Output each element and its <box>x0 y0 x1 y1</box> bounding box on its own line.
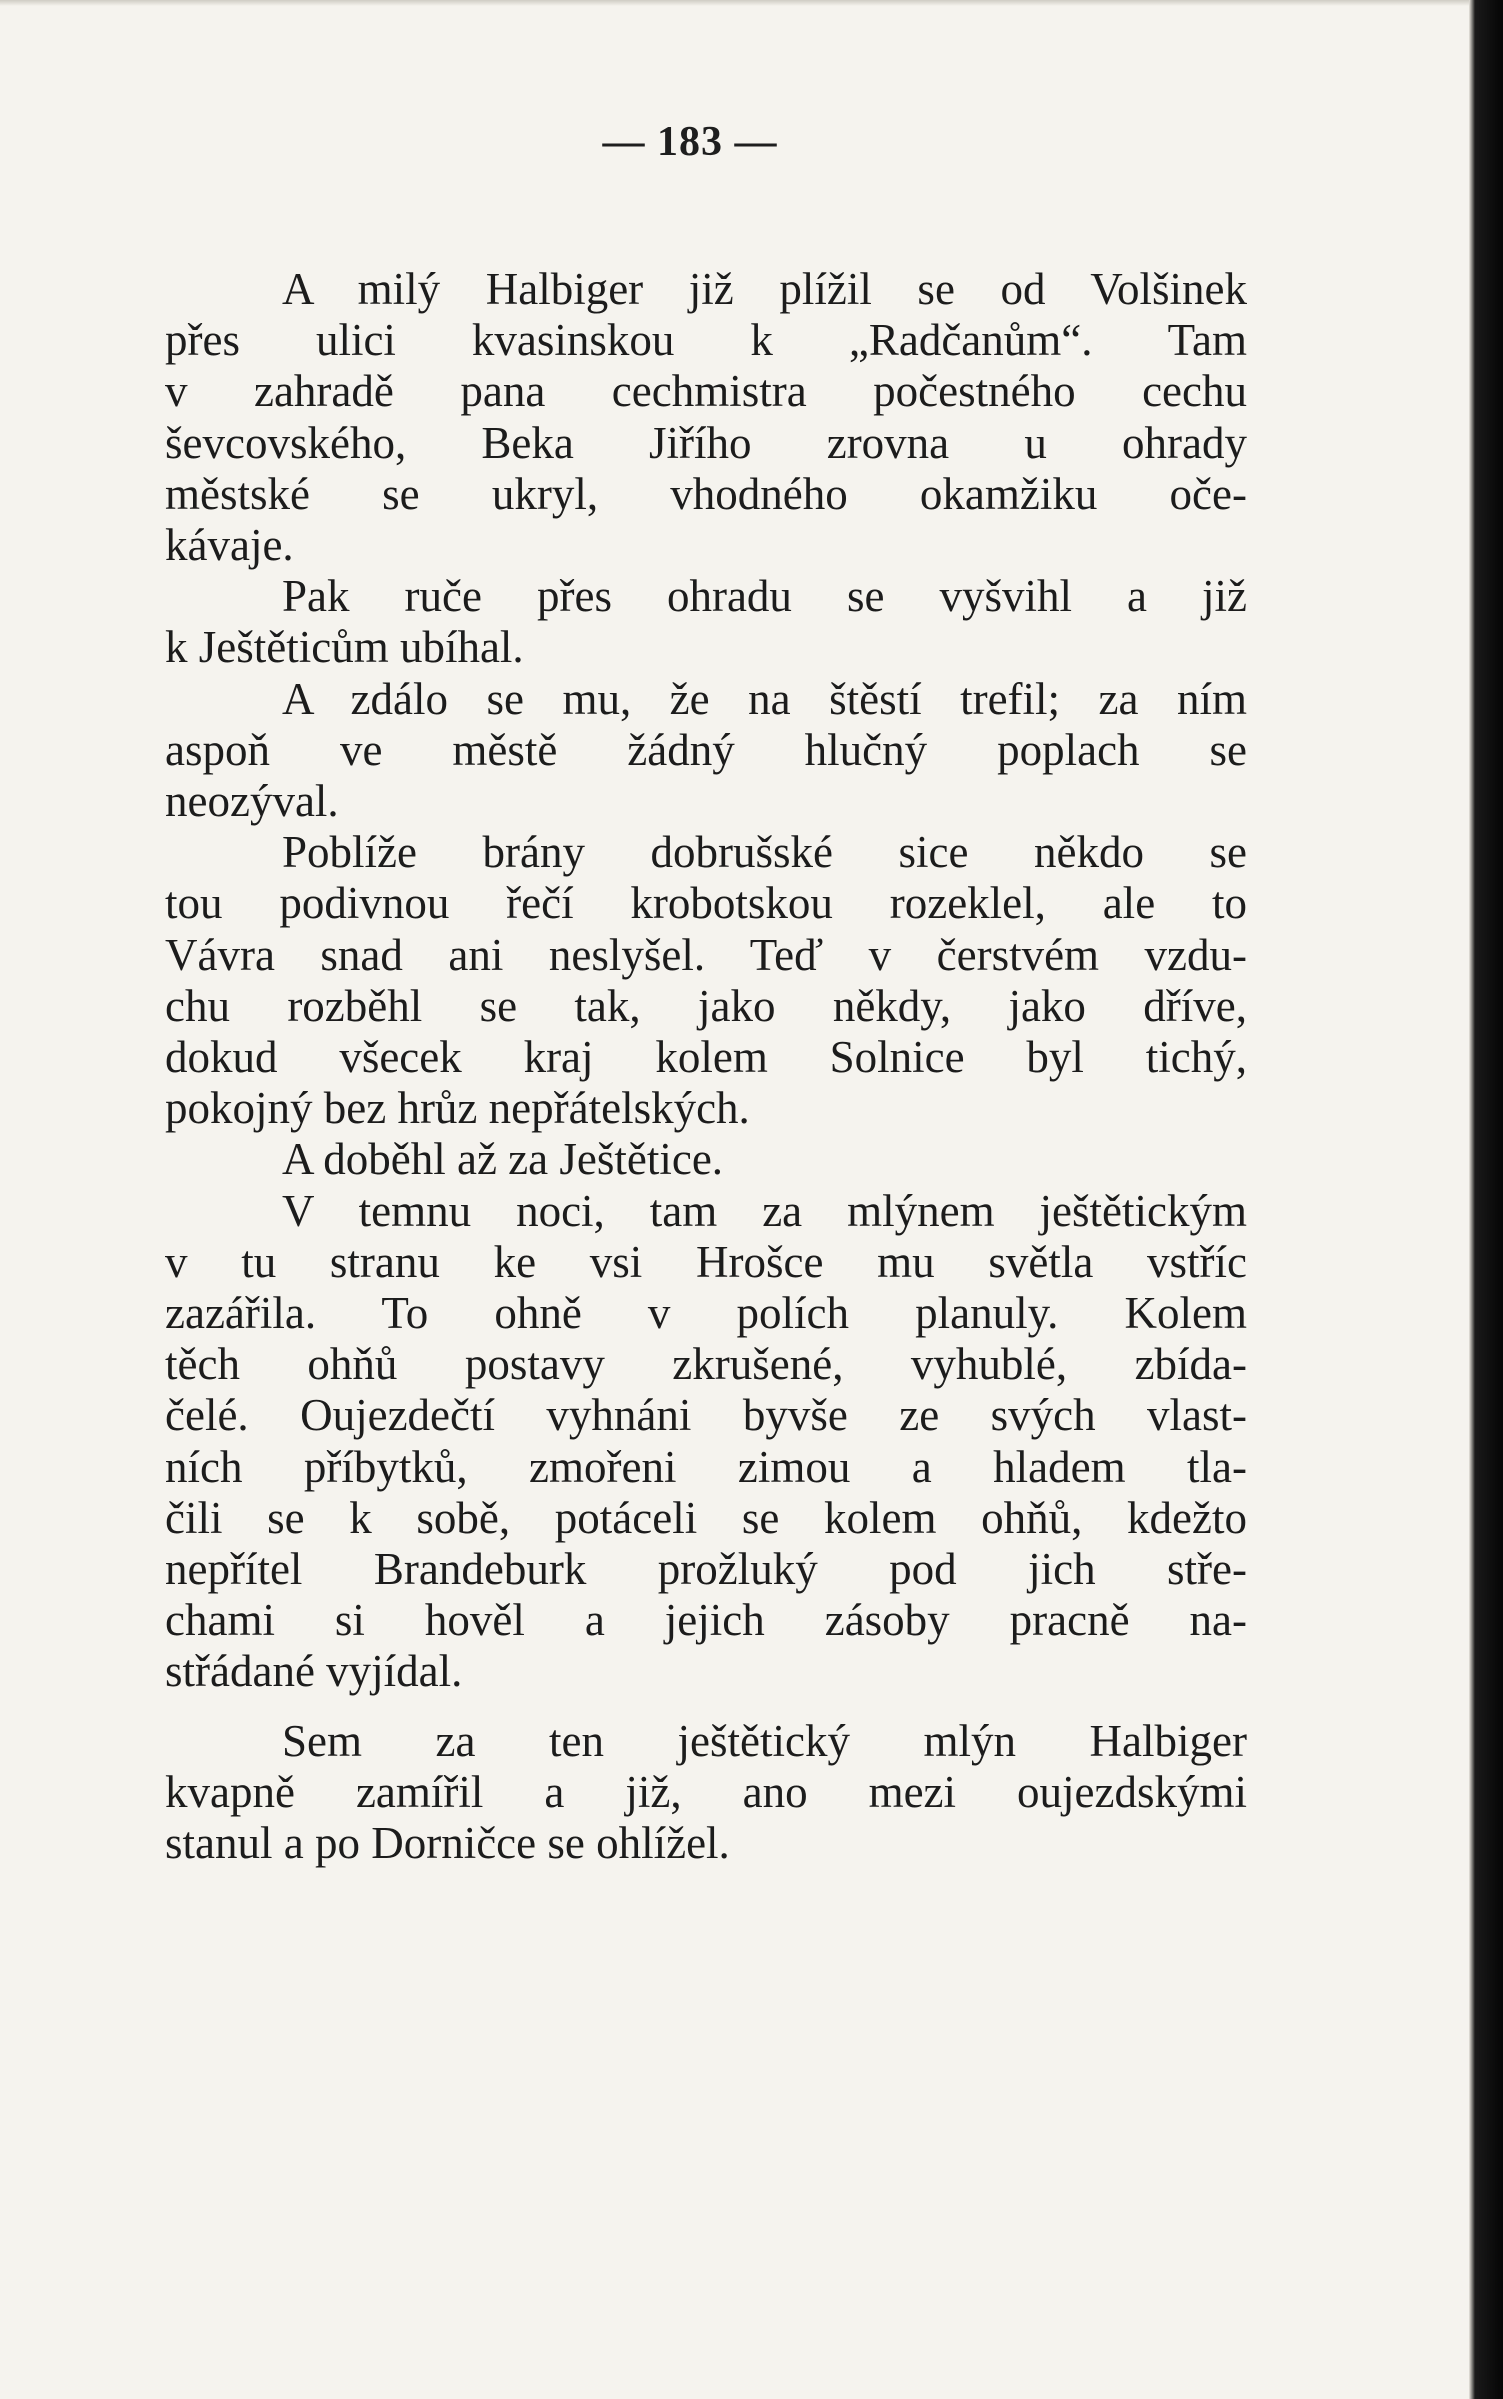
text-line: A doběhl až za Ještětice. <box>282 1134 724 1185</box>
paragraph-6 <box>165 1186 1247 1698</box>
text-line: tou podivnou řečí krobotskou rozeklel, ale to <box>165 878 1247 929</box>
text-line: přes ulici kvasinskou k „Radčanům“. Tam <box>165 315 1247 366</box>
paragraph-3 <box>165 674 1247 828</box>
page-binding-edge <box>1469 0 1503 2399</box>
text-line: nepřítel Brandeburk prožluký pod jich stře- <box>165 1544 1247 1595</box>
text-line: chami si hověl a jejich zásoby pracně na- <box>165 1595 1247 1646</box>
text-line: těch ohňů postavy zkrušené, vyhublé, zbída- <box>165 1339 1247 1390</box>
text-line: kvapně zamířil a již, ano mezi oujezdskými <box>165 1766 1247 1817</box>
text-line: Sem za ten ještětický mlýn Halbiger <box>282 1715 1247 1766</box>
text-line: čelé. Oujezdečtí vyhnáni byvše ze svých vlast- <box>165 1390 1247 1441</box>
text-line: aspoň ve městě žádný hlučný poplach se <box>165 724 1247 775</box>
text-line: Vávra snad ani neslyšel. Teď v čerstvém vzdu- <box>165 929 1247 980</box>
page-number: — 183 — <box>602 119 778 165</box>
text-line: stanul a po Dorničce se ohlížel. <box>165 1818 730 1869</box>
paragraph-5 <box>165 1134 1247 1185</box>
body-text <box>165 264 1247 1869</box>
text-line: V temnu noci, tam za mlýnem ještětickým <box>282 1185 1247 1236</box>
text-line: dokud všecek kraj kolem Solnice byl tichý, <box>165 1032 1247 1083</box>
paragraph-7 <box>165 1716 1247 1870</box>
text-line: A zdálo se mu, že na štěstí trefil; za ním <box>282 673 1247 724</box>
text-line: zazářila. To ohně v polích planuly. Kolem <box>165 1288 1247 1339</box>
text-line: kávaje. <box>165 520 294 571</box>
paragraph-1 <box>165 264 1247 571</box>
text-line: neozýval. <box>165 776 339 827</box>
text-line: k Ještěticům ubíhal. <box>165 622 524 673</box>
page-top-edge <box>0 0 1470 6</box>
text-line: pokojný bez hrůz nepřátelských. <box>165 1083 750 1134</box>
text-line: Pak ruče přes ohradu se vyšvihl a již <box>282 571 1247 622</box>
paragraph-2 <box>165 571 1247 673</box>
text-line: čili se k sobě, potáceli se kolem ohňů, kdežto <box>165 1492 1247 1543</box>
text-line: Poblíže brány dobrušské sice někdo se <box>282 827 1247 878</box>
text-line: ševcovského, Beka Jiřího zrovna u ohrady <box>165 417 1247 468</box>
text-line: A milý Halbiger již plížil se od Volšinek <box>282 264 1247 314</box>
paragraph-4 <box>165 827 1247 1134</box>
text-line: střádané vyjídal. <box>165 1646 463 1697</box>
text-line: ních příbytků, zmořeni zimou a hladem tla- <box>165 1441 1247 1492</box>
text-line: v zahradě pana cechmistra počestného cechu <box>165 366 1247 417</box>
text-line: v tu stranu ke vsi Hrošce mu světla vstříc <box>165 1236 1247 1287</box>
text-line: chu rozběhl se tak, jako někdy, jako dříve, <box>165 980 1247 1031</box>
text-line: městské se ukryl, vhodného okamžiku oče- <box>165 468 1247 519</box>
